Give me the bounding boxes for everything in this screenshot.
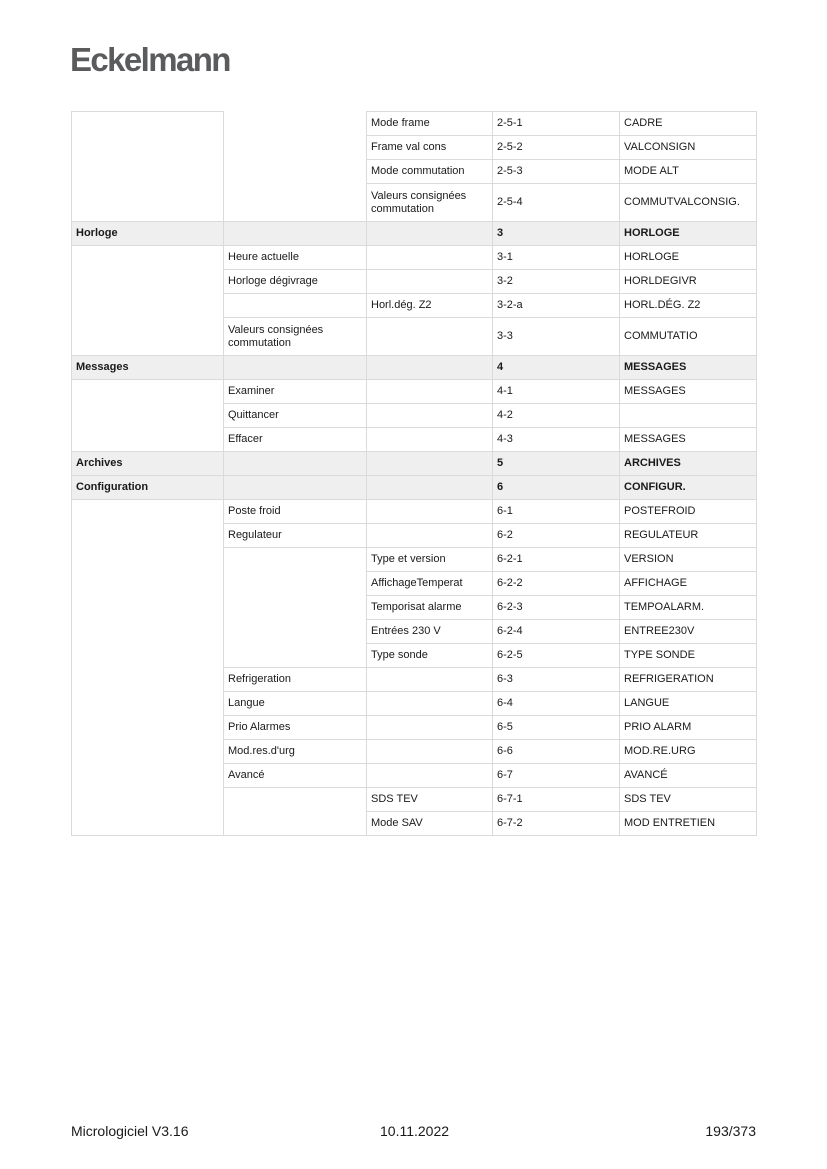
table-row [72,716,757,740]
table-row [72,428,757,452]
cell-menu [72,644,224,668]
table-row [72,692,757,716]
cell-subsubmenu [367,692,493,716]
cell-display-code: PRIO ALARM [620,716,757,740]
cell-submenu [224,356,367,380]
cell-submenu [224,112,367,136]
cell-menu-number: 6-7-1 [493,788,620,812]
cell-submenu [224,812,367,836]
cell-menu [72,740,224,764]
cell-subsubmenu [367,668,493,692]
cell-menu: Horloge [72,222,224,246]
cell-menu-number: 6 [493,476,620,500]
cell-display-code: COMMUTVALCONSIG. [620,184,757,222]
cell-menu [72,764,224,788]
cell-menu-number: 6-7-2 [493,812,620,836]
section-row [72,476,757,500]
table-row [72,404,757,428]
table-row [72,788,757,812]
cell-submenu [224,294,367,318]
cell-submenu: Langue [224,692,367,716]
cell-subsubmenu [367,764,493,788]
cell-display-code: HORLOGE [620,246,757,270]
cell-submenu: Effacer [224,428,367,452]
cell-subsubmenu [367,452,493,476]
cell-menu-number: 6-7 [493,764,620,788]
table-row [72,620,757,644]
cell-menu-number: 4 [493,356,620,380]
cell-menu-number: 2-5-4 [493,184,620,222]
cell-menu-number: 2-5-1 [493,112,620,136]
cell-menu [72,428,224,452]
cell-subsubmenu: Mode commutation [367,160,493,184]
cell-menu-number: 6-1 [493,500,620,524]
cell-subsubmenu [367,740,493,764]
cell-subsubmenu: Frame val cons [367,136,493,160]
cell-menu-number: 4-3 [493,428,620,452]
cell-submenu [224,644,367,668]
cell-subsubmenu [367,716,493,740]
table-row [72,764,757,788]
table-row [72,136,757,160]
cell-subsubmenu [367,246,493,270]
cell-subsubmenu: Type sonde [367,644,493,668]
cell-menu-number: 6-2-5 [493,644,620,668]
table-row [72,184,757,222]
cell-subsubmenu: Valeurs consignées commutation [367,184,493,222]
cell-menu [72,270,224,294]
cell-subsubmenu: Entrées 230 V [367,620,493,644]
cell-submenu: Prio Alarmes [224,716,367,740]
cell-display-code: ARCHIVES [620,452,757,476]
table-row [72,112,757,136]
cell-menu-number: 6-2-2 [493,572,620,596]
brand-logo: Eckelmann [70,41,230,78]
footer-page-number: 193/373 [705,1123,756,1139]
cell-display-code: AVANCÉ [620,764,757,788]
cell-menu [72,620,224,644]
cell-menu-number: 6-2-3 [493,596,620,620]
cell-menu [72,294,224,318]
cell-display-code: REGULATEUR [620,524,757,548]
cell-subsubmenu [367,476,493,500]
cell-subsubmenu [367,524,493,548]
cell-menu-number: 3-3 [493,318,620,356]
table-row [72,160,757,184]
cell-submenu: Valeurs consignées commutation [224,318,367,356]
section-row [72,356,757,380]
cell-submenu [224,452,367,476]
cell-menu [72,160,224,184]
cell-display-code: MOD ENTRETIEN [620,812,757,836]
cell-display-code: REFRIGERATION [620,668,757,692]
cell-submenu: Examiner [224,380,367,404]
cell-menu-number: 5 [493,452,620,476]
cell-submenu [224,620,367,644]
cell-subsubmenu: SDS TEV [367,788,493,812]
cell-menu-number: 6-5 [493,716,620,740]
cell-subsubmenu [367,318,493,356]
table-row [72,740,757,764]
cell-subsubmenu [367,404,493,428]
cell-submenu: Regulateur [224,524,367,548]
cell-display-code: POSTEFROID [620,500,757,524]
cell-menu [72,318,224,356]
footer-firmware-version: Micrologiciel V3.16 [71,1123,189,1139]
cell-menu [72,524,224,548]
cell-subsubmenu: AffichageTemperat [367,572,493,596]
cell-display-code: MESSAGES [620,380,757,404]
cell-subsubmenu: Mode SAV [367,812,493,836]
cell-submenu: Refrigeration [224,668,367,692]
cell-display-code: TYPE SONDE [620,644,757,668]
menu-table-body [72,112,757,836]
menu-structure-table [71,111,757,836]
cell-menu [72,692,224,716]
cell-menu [72,246,224,270]
cell-display-code: SDS TEV [620,788,757,812]
table-row [72,270,757,294]
cell-submenu: Poste froid [224,500,367,524]
cell-display-code: HORLDEGIVR [620,270,757,294]
cell-submenu: Heure actuelle [224,246,367,270]
cell-submenu [224,548,367,572]
cell-menu [72,716,224,740]
cell-menu-number: 6-3 [493,668,620,692]
cell-display-code: VERSION [620,548,757,572]
cell-menu-number: 6-6 [493,740,620,764]
cell-menu: Archives [72,452,224,476]
cell-menu [72,668,224,692]
cell-display-code: HORLOGE [620,222,757,246]
cell-display-code: CADRE [620,112,757,136]
cell-menu [72,500,224,524]
cell-menu-number: 4-1 [493,380,620,404]
cell-subsubmenu [367,428,493,452]
cell-menu [72,572,224,596]
cell-display-code [620,404,757,428]
cell-menu-number: 6-2 [493,524,620,548]
cell-submenu [224,184,367,222]
table-row [72,812,757,836]
cell-submenu: Mod.res.d'urg [224,740,367,764]
cell-menu [72,136,224,160]
cell-submenu [224,596,367,620]
cell-menu-number: 3-1 [493,246,620,270]
cell-display-code: HORL.DÉG. Z2 [620,294,757,318]
cell-menu-number: 4-2 [493,404,620,428]
cell-subsubmenu: Horl.dég. Z2 [367,294,493,318]
cell-subsubmenu [367,356,493,380]
table-row [72,548,757,572]
cell-subsubmenu [367,270,493,294]
table-row [72,246,757,270]
table-row [72,294,757,318]
cell-menu [72,404,224,428]
cell-submenu [224,160,367,184]
section-row [72,452,757,476]
cell-subsubmenu [367,500,493,524]
table-row [72,318,757,356]
cell-display-code: LANGUE [620,692,757,716]
cell-submenu [224,572,367,596]
cell-display-code: MESSAGES [620,428,757,452]
cell-menu-number: 3 [493,222,620,246]
cell-menu [72,184,224,222]
cell-submenu [224,788,367,812]
cell-menu [72,380,224,404]
cell-display-code: ENTREE230V [620,620,757,644]
cell-subsubmenu: Temporisat alarme [367,596,493,620]
table-row [72,524,757,548]
cell-menu-number: 3-2 [493,270,620,294]
section-row [72,222,757,246]
cell-menu-number: 2-5-3 [493,160,620,184]
cell-submenu: Horloge dégivrage [224,270,367,294]
cell-menu: Configuration [72,476,224,500]
cell-menu: Messages [72,356,224,380]
cell-submenu [224,222,367,246]
table-row [72,380,757,404]
cell-subsubmenu: Mode frame [367,112,493,136]
cell-subsubmenu [367,380,493,404]
cell-menu [72,596,224,620]
cell-submenu: Quittancer [224,404,367,428]
cell-menu [72,112,224,136]
cell-menu [72,548,224,572]
table-row [72,500,757,524]
cell-menu [72,812,224,836]
table-row [72,572,757,596]
cell-menu-number: 6-4 [493,692,620,716]
table-row [72,644,757,668]
cell-menu-number: 6-2-1 [493,548,620,572]
cell-display-code: MODE ALT [620,160,757,184]
cell-submenu [224,136,367,160]
footer-date: 10.11.2022 [380,1123,450,1139]
cell-menu-number: 6-2-4 [493,620,620,644]
cell-display-code: VALCONSIGN [620,136,757,160]
table-row [72,668,757,692]
cell-menu-number: 3-2-a [493,294,620,318]
cell-display-code: TEMPOALARM. [620,596,757,620]
table-row [72,596,757,620]
cell-menu [72,788,224,812]
cell-subsubmenu: Type et version [367,548,493,572]
cell-display-code: COMMUTATIO [620,318,757,356]
cell-display-code: AFFICHAGE [620,572,757,596]
cell-menu-number: 2-5-2 [493,136,620,160]
cell-submenu [224,476,367,500]
cell-display-code: CONFIGUR. [620,476,757,500]
cell-submenu: Avancé [224,764,367,788]
cell-subsubmenu [367,222,493,246]
cell-display-code: MOD.RE.URG [620,740,757,764]
cell-display-code: MESSAGES [620,356,757,380]
